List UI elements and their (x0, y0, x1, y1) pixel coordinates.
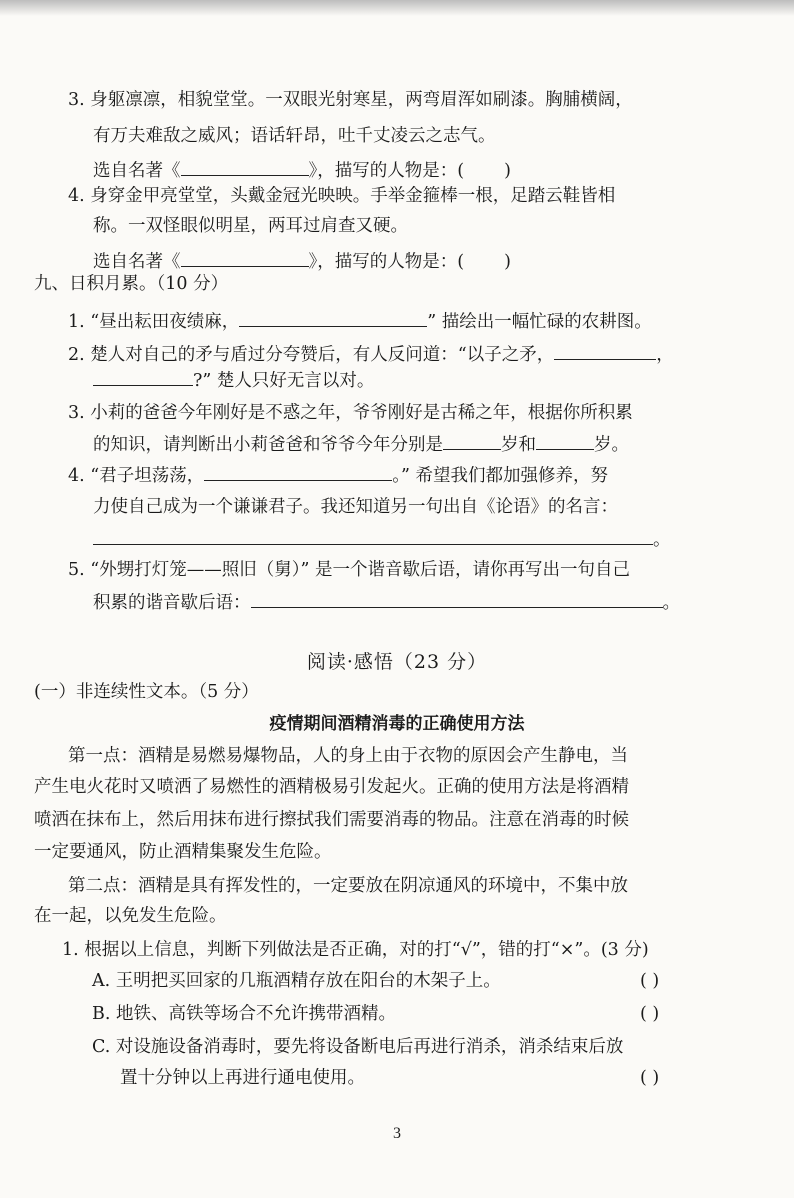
scan-top-shadow (0, 0, 794, 16)
reading-q1: 1. 根据以上信息，判断下列做法是否正确，对的打“√”，错的打“×”。(3 分) (62, 940, 649, 960)
option-a-answer-paren[interactable]: ( ) (640, 971, 660, 991)
q3-suffix: ) (504, 161, 511, 181)
s9-item2-line1 (68, 341, 674, 367)
q4-suffix: ) (504, 252, 511, 272)
q3-middle: 》，描写的人物是：( (308, 161, 465, 181)
option-b: B. 地铁、高铁等场合不允许携带酒精。 (92, 1004, 396, 1024)
q3-book-blank[interactable] (181, 157, 309, 176)
q3-source-line (93, 157, 511, 183)
article-p1-line3: 喷洒在抹布上，然后用抹布进行擦拭我们需要消毒的物品。注意在消毒的时候 (34, 810, 629, 830)
s9-item2-blank2[interactable] (93, 367, 193, 386)
q4-source-line (93, 248, 511, 274)
s9-item5-end: 。 (662, 593, 680, 613)
s9-item4-post: 。” 希望我们都加强修养，努 (392, 466, 608, 486)
s9-item3-pre: 的知识，请判断出小莉爸爸和爷爷今年分别是 (93, 435, 443, 455)
option-c-answer-paren[interactable]: ( ) (640, 1068, 660, 1088)
q4-middle: 》，描写的人物是：( (308, 252, 465, 272)
page-number: 3 (393, 1125, 401, 1142)
article-p1-line4: 一定要通风，防止酒精集聚发生危险。 (34, 842, 332, 862)
s9-item3-mid: 岁和 (501, 435, 536, 455)
s9-item4-blank[interactable] (204, 462, 392, 481)
article-p1-line2: 产生电火花时又喷洒了易燃性的酒精极易引发起火。正确的使用方法是将酒精 (34, 777, 629, 797)
s9-item2-comma: ， (656, 345, 674, 365)
q4-line2: 称。一双怪眼似明星，两耳过肩查又硬。 (93, 216, 408, 236)
option-c-line1: C. 对设施设备消毒时，要先将设备断电后再进行消杀，消杀结束后放 (92, 1037, 624, 1057)
s9-item3-father-blank[interactable] (443, 431, 501, 450)
reading-heading: 阅读·感悟（23 分） (306, 651, 488, 673)
s9-item1 (68, 308, 652, 334)
s9-item1-blank[interactable] (239, 308, 427, 327)
s9-item4-line2: 力使自己成为一个谦谦君子。我还知道另一句出自《论语》的名言： (93, 497, 618, 517)
option-c-line2: 置十分钟以上再进行通电使用。 (120, 1068, 365, 1088)
q4-prefix: 选自名著《 (93, 252, 181, 272)
option-b-answer-paren[interactable]: ( ) (640, 1004, 660, 1024)
s9-item4-quote-blank[interactable] (93, 526, 653, 545)
article-p2-line1: 第二点：酒精是具有挥发性的，一定要放在阴凉通风的环境中，不集中放 (68, 876, 628, 896)
s9-item2-line2 (93, 367, 374, 393)
s9-item5-pre: 积累的谐音歇后语： (93, 593, 251, 613)
s9-item1-post: ” 描绘出一幅忙碌的农耕图。 (427, 312, 652, 332)
q4-line1: 4. 身穿金甲亮堂堂，头戴金冠光映映。手举金箍棒一根，足踏云鞋皆相 (68, 186, 616, 206)
s9-item2-blank1[interactable] (554, 341, 656, 360)
s9-item1-pre: 1. “昼出耘田夜绩麻， (68, 312, 240, 332)
s9-item4-line3 (93, 526, 671, 552)
s9-item5-blank[interactable] (251, 589, 663, 608)
s9-item4-pre: 4. “君子坦荡荡， (68, 466, 205, 486)
article-p2-line2: 在一起，以免发生危险。 (34, 906, 227, 926)
s9-item5-line1: 5. “外甥打灯笼——照旧（舅）” 是一个谐音歇后语，请你再写出一句自己 (68, 560, 630, 580)
s9-item5-line2 (93, 589, 680, 615)
q3-prefix: 选自名著《 (93, 161, 181, 181)
reading-subheading: (一）非连续性文本。（5 分） (34, 682, 259, 702)
article-p1-line1: 第一点：酒精是易燃易爆物品，人的身上由于衣物的原因会产生静电，当 (68, 746, 628, 766)
option-a: A. 王明把买回家的几瓶酒精存放在阳台的木架子上。 (92, 971, 501, 991)
s9-item4-end: 。 (653, 530, 671, 550)
s9-item2-post: ?” 楚人只好无言以对。 (193, 371, 375, 391)
q3-line1: 3. 身躯凛凛，相貌堂堂。一双眼光射寒星，两弯眉浑如刷漆。胸脯横阔， (68, 90, 633, 110)
s9-item4-line1 (68, 462, 608, 488)
section9-heading: 九、日积月累。（10 分） (34, 274, 229, 294)
s9-item3-grandpa-blank[interactable] (536, 431, 594, 450)
q3-line2: 有万夫难敌之威风；语话轩昂，吐千丈凌云之志气。 (93, 126, 496, 146)
s9-item3-line1: 3. 小莉的爸爸今年刚好是不惑之年，爷爷刚好是古稀之年，根据你所积累 (68, 403, 633, 423)
s9-item3-post: 岁。 (594, 435, 629, 455)
s9-item2-pre: 2. 楚人对自己的矛与盾过分夸赞后，有人反问道：“以子之矛， (68, 345, 555, 365)
article-title: 疫情期间酒精消毒的正确使用方法 (269, 714, 525, 734)
s9-item3-line2 (93, 431, 629, 457)
q4-book-blank[interactable] (181, 248, 309, 267)
